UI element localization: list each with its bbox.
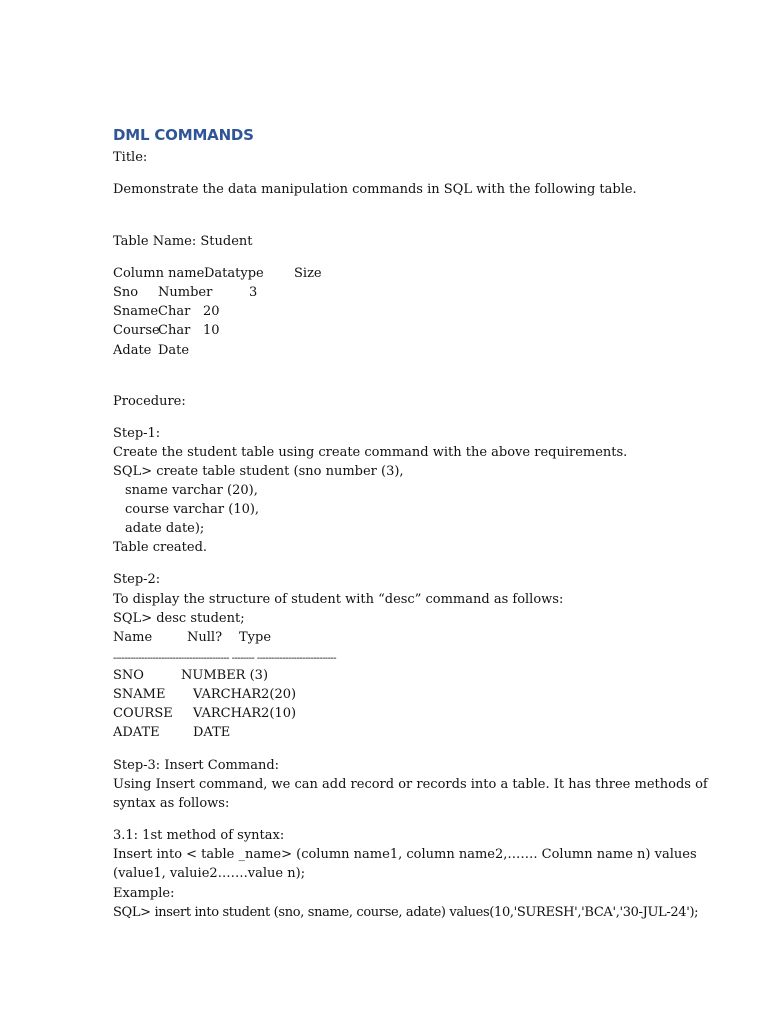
spec-header-size: Size <box>294 266 322 281</box>
method1-label: 3.1: 1st method of syntax: <box>113 828 285 843</box>
method1-syntax: (value1, valuie2…….value n); <box>113 866 306 881</box>
spec-cell: Number <box>158 285 213 300</box>
step3-description: syntax as follows: <box>113 796 230 811</box>
step2-description: To display the structure of student with “desc” command as follows: <box>113 592 564 607</box>
spec-cell: 20 <box>203 304 220 319</box>
desc-row-type: VARCHAR2(20) <box>193 687 297 702</box>
section-heading: DML COMMANDS <box>113 126 254 144</box>
step3-description: Using Insert command, we can add record or records into a table. It has three methods of <box>113 777 708 792</box>
desc-row-name: COURSE <box>113 706 173 721</box>
step2-label: Step-2: <box>113 572 161 587</box>
spec-header-datatype: Datatype <box>204 266 264 281</box>
desc-row-name: SNO <box>113 668 144 683</box>
spec-cell: Char <box>158 323 191 338</box>
desc-row-name: SNAME <box>113 687 166 702</box>
table-name: Table Name: Student <box>113 234 253 249</box>
step1-sql-line: SQL> create table student (sno number (3), <box>113 464 404 479</box>
desc-row-type: VARCHAR2(10) <box>193 706 297 721</box>
intro-text: Demonstrate the data manipulation commands in SQL with the following table. <box>113 182 637 197</box>
spec-cell: 10 <box>203 323 220 338</box>
method1-example-sql: SQL> insert into student (sno, sname, course, adate) values(10,'SURESH','BCA','30-JUL-24'); <box>113 905 699 920</box>
step1-description: Create the student table using create command with the above requirements. <box>113 445 628 460</box>
spec-cell: 3 <box>249 285 258 300</box>
desc-row-name: ADATE <box>113 725 160 740</box>
step1-sql-line: adate date); <box>125 521 205 536</box>
spec-header-column-name: Column name <box>113 266 205 281</box>
method1-example-label: Example: <box>113 886 175 901</box>
spec-cell: Sno <box>113 285 139 300</box>
desc-header-null: Null? <box>187 630 223 645</box>
step3-label: Step-3: Insert Command: <box>113 758 280 773</box>
step1-sql-line: sname varchar (20), <box>125 483 258 498</box>
desc-header-name: Name <box>113 630 153 645</box>
spec-cell: Sname <box>113 304 159 319</box>
step2-sql: SQL> desc student; <box>113 611 245 626</box>
desc-row-type: DATE <box>193 725 231 740</box>
spec-cell: Course <box>113 323 160 338</box>
spec-cell: Date <box>158 343 190 358</box>
spec-cell: Adate <box>113 343 152 358</box>
step1-label: Step-1: <box>113 426 161 441</box>
desc-row-type: NUMBER (3) <box>181 668 269 683</box>
title-label: Title: <box>113 150 148 165</box>
step1-sql-line: course varchar (10), <box>125 502 260 517</box>
desc-separator: ----------------------------------------- -------- ---------------------------- <box>113 653 337 664</box>
method1-syntax: Insert into < table _name> (column name1, column name2,……. Column name n) values <box>113 847 697 862</box>
spec-cell: Char <box>158 304 191 319</box>
desc-header-type: Type <box>239 630 272 645</box>
step1-result: Table created. <box>113 540 208 555</box>
procedure-label: Procedure: <box>113 394 186 409</box>
